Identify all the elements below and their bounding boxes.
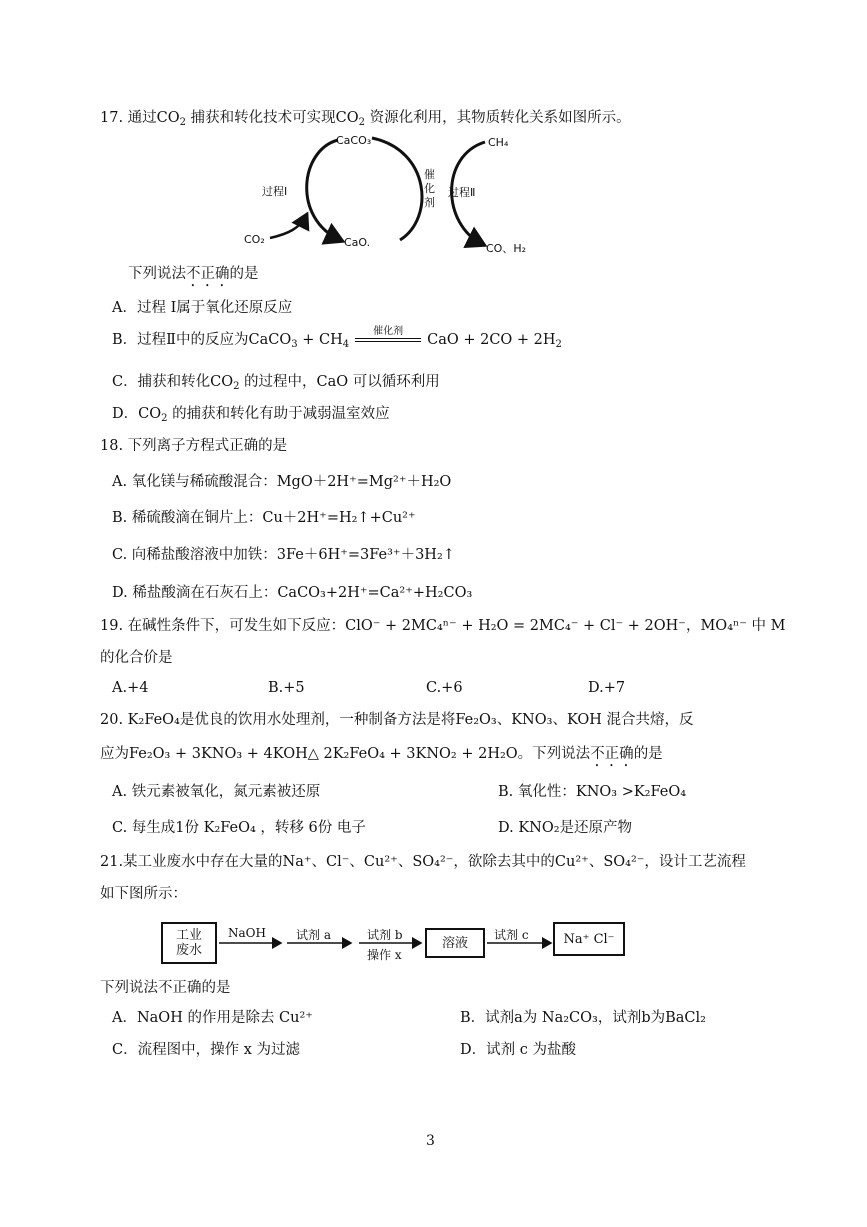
cycle-arc-left: [307, 140, 340, 240]
q19-option-b: B.+5: [268, 680, 305, 696]
q17-stem-part: 捕获和转化技术可实现CO: [186, 110, 359, 126]
flow-label-reagent-a: 试剂 a: [296, 928, 331, 942]
q18-option-a: A. 氧化镁与稀硫酸混合：MgO＋2H⁺=Mg²⁺＋H₂O: [112, 474, 452, 490]
flow-label-naoh: NaOH: [228, 926, 266, 940]
q17-option-c-part: 的过程中，CaO 可以循环利用: [239, 374, 440, 390]
products-label: CO、H₂: [486, 242, 527, 255]
q18-stem: 18. 下列离子方程式正确的是: [100, 438, 288, 454]
q19-stem-line1: 19. 在碱性条件下，可发生如下反应：ClO⁻ + 2MC₄ⁿ⁻ + H₂O = 2MC₄⁻ + Cl⁻ + 2OH⁻，MO₄ⁿ⁻ 中 M: [100, 618, 786, 634]
q20-option-c: C. 每生成1份 K₂FeO₄ ，转移 6份 电子: [112, 820, 366, 836]
q17-option-c-part: C．捕获和转化CO: [112, 374, 234, 390]
q17-option-a: A．过程 Ⅰ属于氧化还原反应: [112, 300, 293, 316]
process2-label: 过程Ⅱ: [448, 186, 476, 199]
q21-stem-line2: 如下图所示：: [100, 886, 187, 902]
q17-option-b: B．过程Ⅱ中的反应为CaCO$_3$ + $CH_4$ 催化剂 CaO + $2CO + 2H_2$: [112, 330, 562, 350]
catalyst-label: 催化剂: [424, 168, 435, 209]
process1-label: 过程Ⅰ: [262, 185, 288, 198]
q20-option-d: D. KNO₂是还原产物: [498, 820, 633, 836]
flow-box-wastewater: 工业废水: [161, 922, 217, 964]
q20-stem-part: 应为Fe₂O₃ + 3KNO₃ + 4KOH△ 2K₂FeO₄ + 3KNO₂ + 2H₂O。下列说法: [100, 746, 591, 762]
q17-option-b-part: B．过程Ⅱ中的反应为CaCO: [112, 332, 292, 348]
q19-option-d: D.+7: [588, 680, 626, 696]
q20-stem-line2: [100, 744, 663, 770]
q17-option-d-part: D．CO: [112, 406, 162, 422]
cao-label: CaO.: [344, 236, 371, 249]
q18-option-c: C. 向稀盐酸溶液中加铁：3Fe＋6H⁺=3Fe³⁺＋3H₂↑: [112, 547, 455, 563]
q20-stem-part: 的是: [633, 746, 663, 762]
q19-stem-line2: 的化合价是: [100, 650, 173, 666]
q17-option-b-part: CaO + 2CO + 2H: [427, 332, 556, 348]
ch4-label: CH₄: [488, 136, 509, 149]
q20-stem-emphasis: 不正确: [590, 746, 634, 762]
catalyst-condition: [353, 326, 423, 350]
flow-box-solution: 溶液: [425, 928, 485, 958]
catalyst-condition-label: 催化剂: [373, 326, 404, 337]
q17-stem: 17. 通过$CO_2$ 捕获和转化技术可实现$CO_2$ 资源化利用，其物质转化关系如图所示。: [100, 110, 631, 128]
q19-option-c: C.+6: [426, 680, 463, 696]
flow-label-operation-x: 操作 x: [367, 948, 402, 962]
q21-stem-line1: 21.某工业废水中存在大量的Na⁺、Cl⁻、Cu²⁺、SO₄²⁻，欲除去其中的Cu²⁺、SO₄²⁻，设计工艺流程: [100, 854, 746, 870]
q17-option-b-part: + CH: [297, 332, 343, 348]
co2-arrow: [270, 216, 306, 238]
flow-box-product: Na⁺ Cl⁻: [553, 922, 625, 956]
q17-stem-part: 资源化利用，其物质转化关系如图所示。: [365, 110, 631, 126]
cycle-arc-right: [372, 138, 422, 240]
q21-option-c: C．流程图中，操作 x 为过滤: [112, 1042, 300, 1058]
q17-prompt-part: 下列说法: [128, 266, 186, 282]
flow-label-reagent-c: 试剂 c: [494, 928, 529, 942]
q17-option-d-part: 的捕获和转化有助于减弱温室效应: [167, 406, 390, 422]
q21-option-b: B．试剂a为 Na₂CO₃，试剂b为BaCl₂: [460, 1010, 706, 1026]
q18-option-b: B. 稀硫酸滴在铜片上：Cu＋2H⁺=H₂↑+Cu²⁺: [112, 510, 416, 526]
q17-prompt: [128, 264, 259, 290]
q17-option-c: C．捕获和转化$CO_2$ 的过程中，CaO 可以循环利用: [112, 374, 440, 392]
page-number: 3: [426, 1133, 435, 1149]
q17-option-d: D．$CO_2$ 的捕获和转化有助于减弱温室效应: [112, 406, 390, 424]
flow-label-reagent-b: 试剂 b: [367, 928, 403, 942]
q17-stem-part: 17. 通过CO: [100, 110, 180, 126]
caco3-label: CaCO₃: [336, 134, 372, 147]
q20-option-b: B. 氧化性：KNO₃ >K₂FeO₄: [498, 784, 687, 800]
q19-option-a: A.+4: [112, 680, 149, 696]
q17-prompt-emphasis: 不正确: [186, 266, 230, 282]
q17-prompt-part: 的是: [229, 266, 259, 282]
q18-option-d: D. 稀盐酸滴在石灰石上：CaCO₃+2H⁺=Ca²⁺+H₂CO₃: [112, 585, 473, 601]
q21-option-a: A．NaOH 的作用是除去 Cu²⁺: [112, 1010, 313, 1026]
co2-label: CO₂: [244, 233, 265, 246]
q21-prompt: 下列说法不正确的是: [100, 980, 231, 996]
q20-option-a: A. 铁元素被氧化，氮元素被还原: [112, 784, 321, 800]
q21-option-d: D．试剂 c 为盐酸: [460, 1042, 576, 1058]
q20-stem-line1: 20. K₂FeO₄是优良的饮用水处理剂，一种制备方法是将Fe₂O₃、KNO₃、KOH 混合共熔，反: [100, 712, 694, 728]
